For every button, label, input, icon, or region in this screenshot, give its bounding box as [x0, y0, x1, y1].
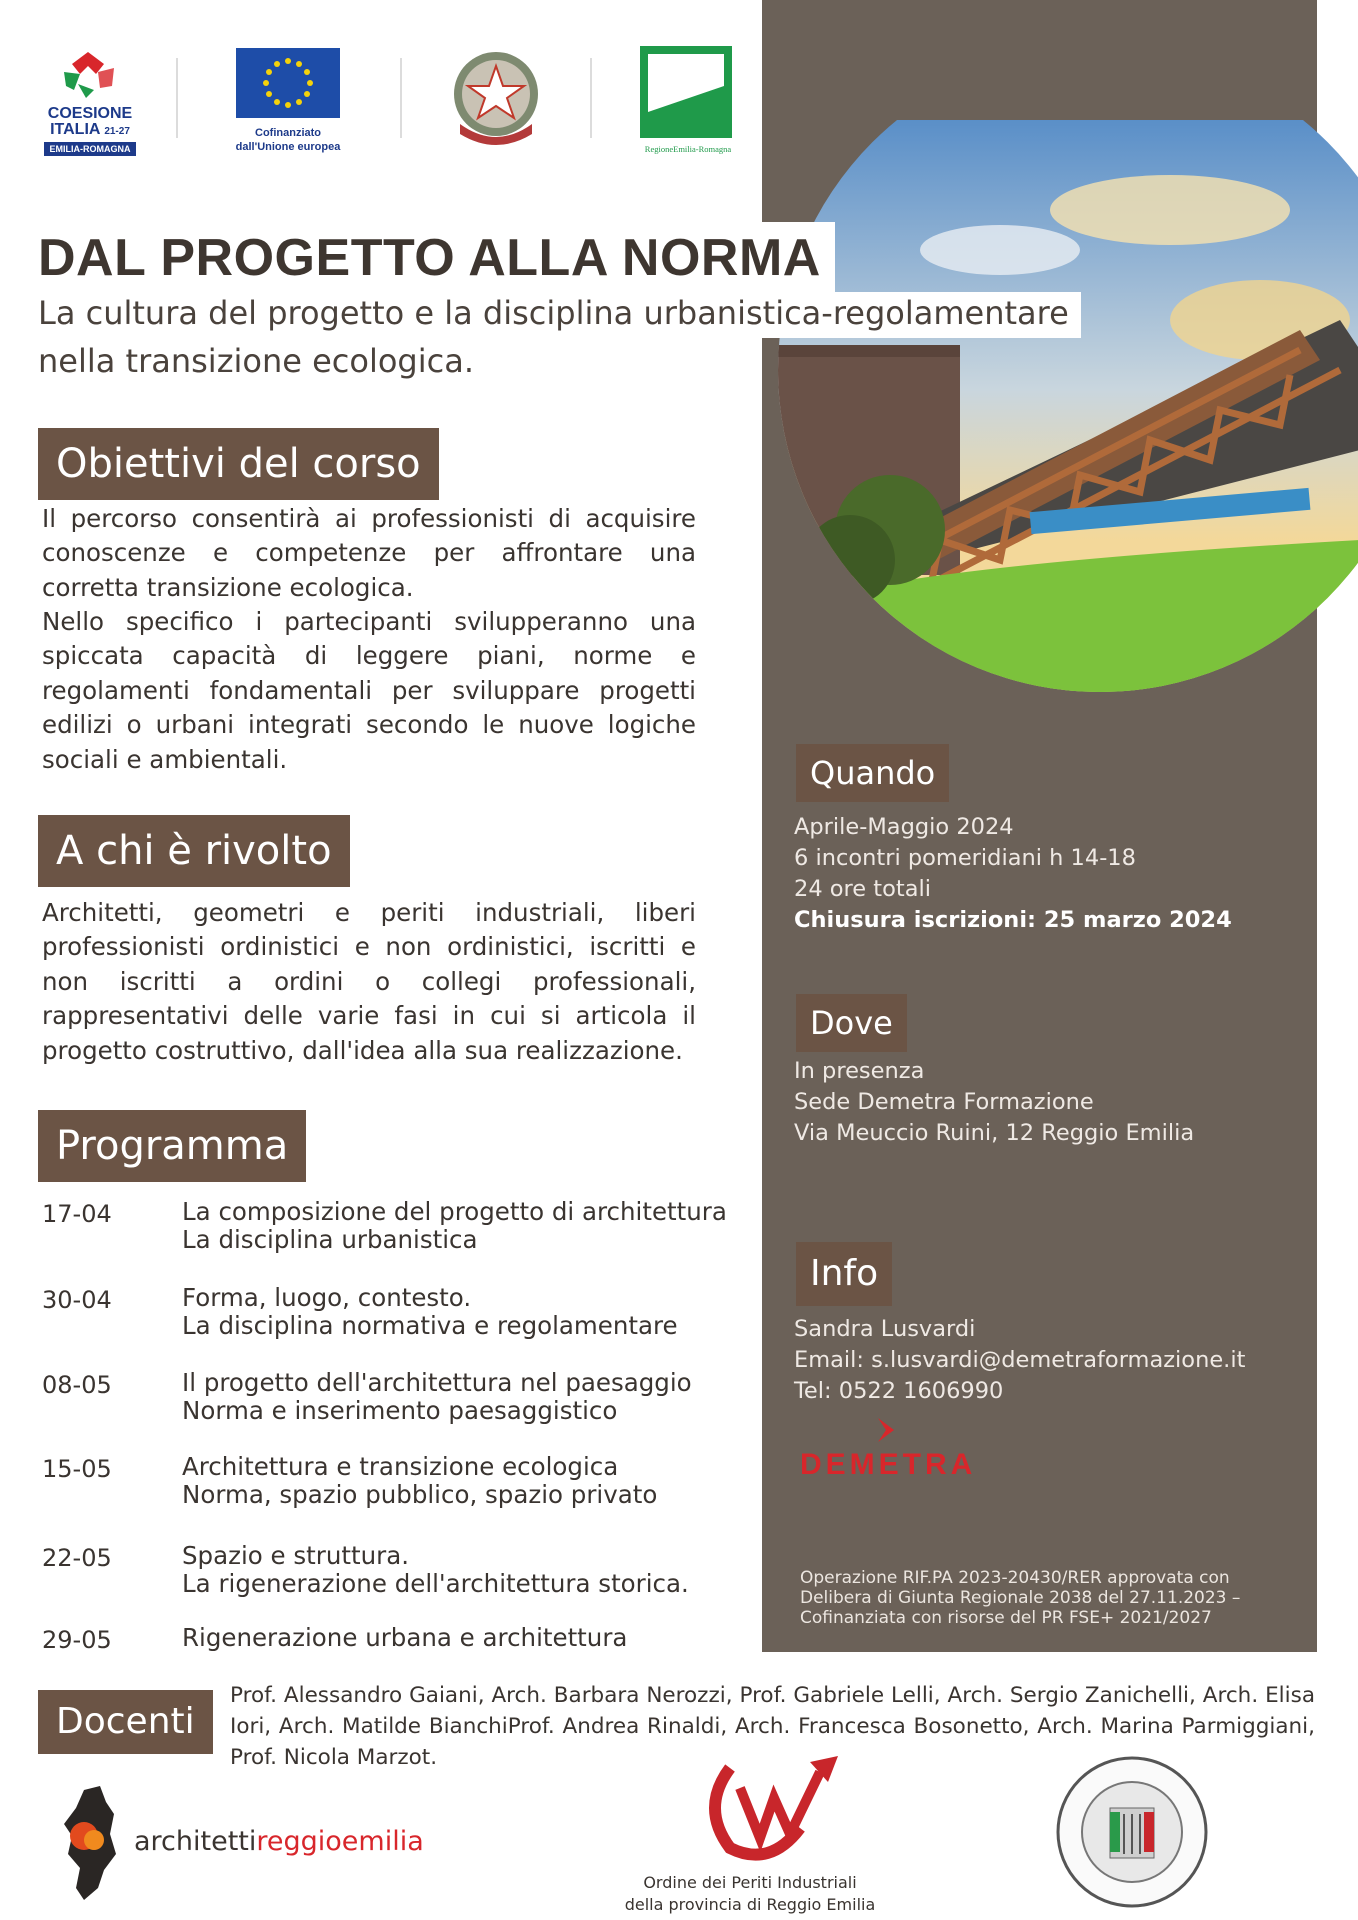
programma-item-line1: Forma, luogo, contesto. [182, 1283, 472, 1312]
quando-heading: Quando [796, 744, 949, 802]
repubblica-italiana-emblem [446, 46, 546, 150]
programma-date: 17-04 [42, 1200, 112, 1228]
regione-emilia-romagna-logo [640, 46, 736, 154]
programma-item-line2: La disciplina urbanistica [182, 1225, 478, 1254]
dove-address: Via Meuccio Ruini, 12 Reggio Emilia [794, 1120, 1195, 1146]
quando-details [794, 812, 1232, 936]
coesione-region: EMILIA-ROMAGNA [44, 142, 136, 156]
info-phone[interactable]: Tel: 0522 1606990 [794, 1378, 1004, 1404]
programma-item [182, 1624, 627, 1652]
programma-item-line2: La disciplina normativa e regolamentare [182, 1311, 678, 1340]
regione-caption: RegioneEmilia-Romagna [644, 144, 732, 154]
page-title: DAL PROGETTO ALLA NORMA [28, 222, 835, 296]
dove-mode: In presenza [794, 1058, 925, 1084]
programma-item-line1: Spazio e struttura. [182, 1541, 410, 1570]
programma-date: 08-05 [42, 1371, 112, 1399]
programma-item [182, 1284, 678, 1340]
docenti-list: Prof. Alessandro Gaiani, Arch. Barbara Nerozzi, Prof. Gabriele Lelli, Arch. Sergio Zanichelli, Arch. Elisa Iori, Arch. Matilde BianchiProf. Andrea Rinaldi, Arch. Francesca Bosonetto, Arch. Marina Parmiggiani, Prof. Nicola Marzot. [230, 1683, 1315, 1770]
periti-industriali-logo [600, 1748, 900, 1918]
province-map-icon [54, 1784, 130, 1902]
coesione-years: 21-27 [104, 126, 130, 137]
programma-item-line2: Norma, spazio pubblico, spazio privato [182, 1480, 658, 1509]
programma-item-line1: La composizione del progetto di architettura [182, 1197, 727, 1226]
programma-item-line1: Rigenerazione urbana e architettura [182, 1623, 628, 1652]
programma-date: 15-05 [42, 1455, 112, 1483]
architetti-wordmark [134, 1826, 424, 1857]
logo-separator [590, 58, 592, 138]
quando-hours: 24 ore totali [794, 876, 931, 902]
page-subtitle-line1: La cultura del progetto e la disciplina urbanistica-regolamentare [28, 292, 1081, 338]
programma-item-line1: Il progetto dell'architettura nel paesaggio [182, 1368, 692, 1397]
architetti-text: architetti [134, 1826, 257, 1857]
dove-details [794, 1056, 1194, 1149]
programma-item-line2: Norma e inserimento paesaggistico [182, 1396, 618, 1425]
periti-caption-2: della provincia di Reggio Emilia [624, 1895, 876, 1914]
info-heading: Info [796, 1242, 892, 1306]
programma-item [182, 1369, 692, 1425]
quando-period: Aprile-Maggio 2024 [794, 814, 1014, 840]
coesione-italia-logo [40, 46, 140, 156]
architetti-reggio-emilia-logo [54, 1784, 454, 1904]
quando-sessions: 6 incontri pomeridiani h 14-18 [794, 845, 1136, 871]
eu-caption-2: dall'Unione europea [235, 141, 341, 153]
emblem-icon [446, 46, 546, 150]
info-details [794, 1314, 1245, 1407]
quando-deadline: Chiusura iscrizioni: 25 marzo 2024 [794, 907, 1232, 933]
logo-separator [400, 58, 402, 138]
obiettivi-paragraph-1: Il percorso consentirà ai professionisti di acquisire conoscenze e competenze per affrontare una corretta transizione ecologica. [42, 504, 696, 602]
dove-heading: Dove [796, 994, 907, 1052]
programma-date: 29-05 [42, 1626, 112, 1654]
programma-heading: Programma [38, 1110, 306, 1182]
programma-date: 30-04 [42, 1286, 112, 1314]
rivolto-heading: A chi è rivolto [38, 815, 350, 887]
regione-mark-icon [640, 46, 732, 138]
info-contact-name: Sandra Lusvardi [794, 1316, 976, 1342]
programma-item-line2: La rigenerazione dell'architettura storica. [182, 1569, 689, 1598]
docenti-heading: Docenti [38, 1690, 213, 1754]
seal-icon [1052, 1752, 1212, 1912]
rivolto-text: Architetti, geometri e periti industriali, liberi professionisti ordinistici e non ordinistici, iscritti e non iscritti a ordini o collegi professionali, rappresentativi delle varie fasi in cui si articola il progetto costruttivo, dall'idea alla sua realizzazione. [42, 898, 696, 1065]
coesione-text: COESIONE [47, 105, 133, 122]
programma-item [182, 1542, 689, 1598]
periti-caption-1: Ordine dei Periti Industriali [643, 1873, 857, 1892]
programma-item [182, 1453, 657, 1509]
info-email[interactable]: Email: s.lusvardi@demetraformazione.it [794, 1347, 1246, 1373]
logo-separator [176, 58, 178, 138]
building-photo [700, 120, 1358, 720]
coesione-mark-icon [40, 46, 140, 100]
programma-item-line1: Architettura e transizione ecologica [182, 1452, 619, 1481]
dove-venue: Sede Demetra Formazione [794, 1089, 1094, 1115]
programma-date: 22-05 [42, 1544, 112, 1572]
demetra-mark-icon [864, 1416, 914, 1450]
coesione-italia-text: ITALIA [50, 121, 100, 138]
demetra-wordmark: DEMETRA [800, 1448, 977, 1481]
eu-caption-1: Cofinanziato [255, 127, 321, 139]
reggioemilia-text: reggioemilia [256, 1826, 424, 1857]
periti-mark-icon [690, 1748, 850, 1868]
collegio-geometri-seal [1052, 1752, 1212, 1912]
demetra-logo [800, 1416, 976, 1482]
eu-flag-icon [236, 48, 340, 118]
obiettivi-heading: Obiettivi del corso [38, 428, 439, 500]
operazione-note: Operazione RIF.PA 2023-20430/RER approvata con Delibera di Giunta Regionale 2038 del 27.11.2023 – Cofinanziata con risorse del PR FSE+ 2021/2027 [800, 1568, 1241, 1628]
eu-logo [228, 48, 348, 154]
programma-item [182, 1198, 727, 1254]
obiettivi-paragraph-2: Nello specifico i partecipanti svilupperanno una spiccata capacità di leggere piani, norme e regolamenti fondamentali per sviluppare progetti edilizi o urbani integrati secondo le nuove logiche sociali e ambientali. [42, 607, 696, 774]
page-subtitle-line2: nella transizione ecologica. [28, 340, 486, 386]
